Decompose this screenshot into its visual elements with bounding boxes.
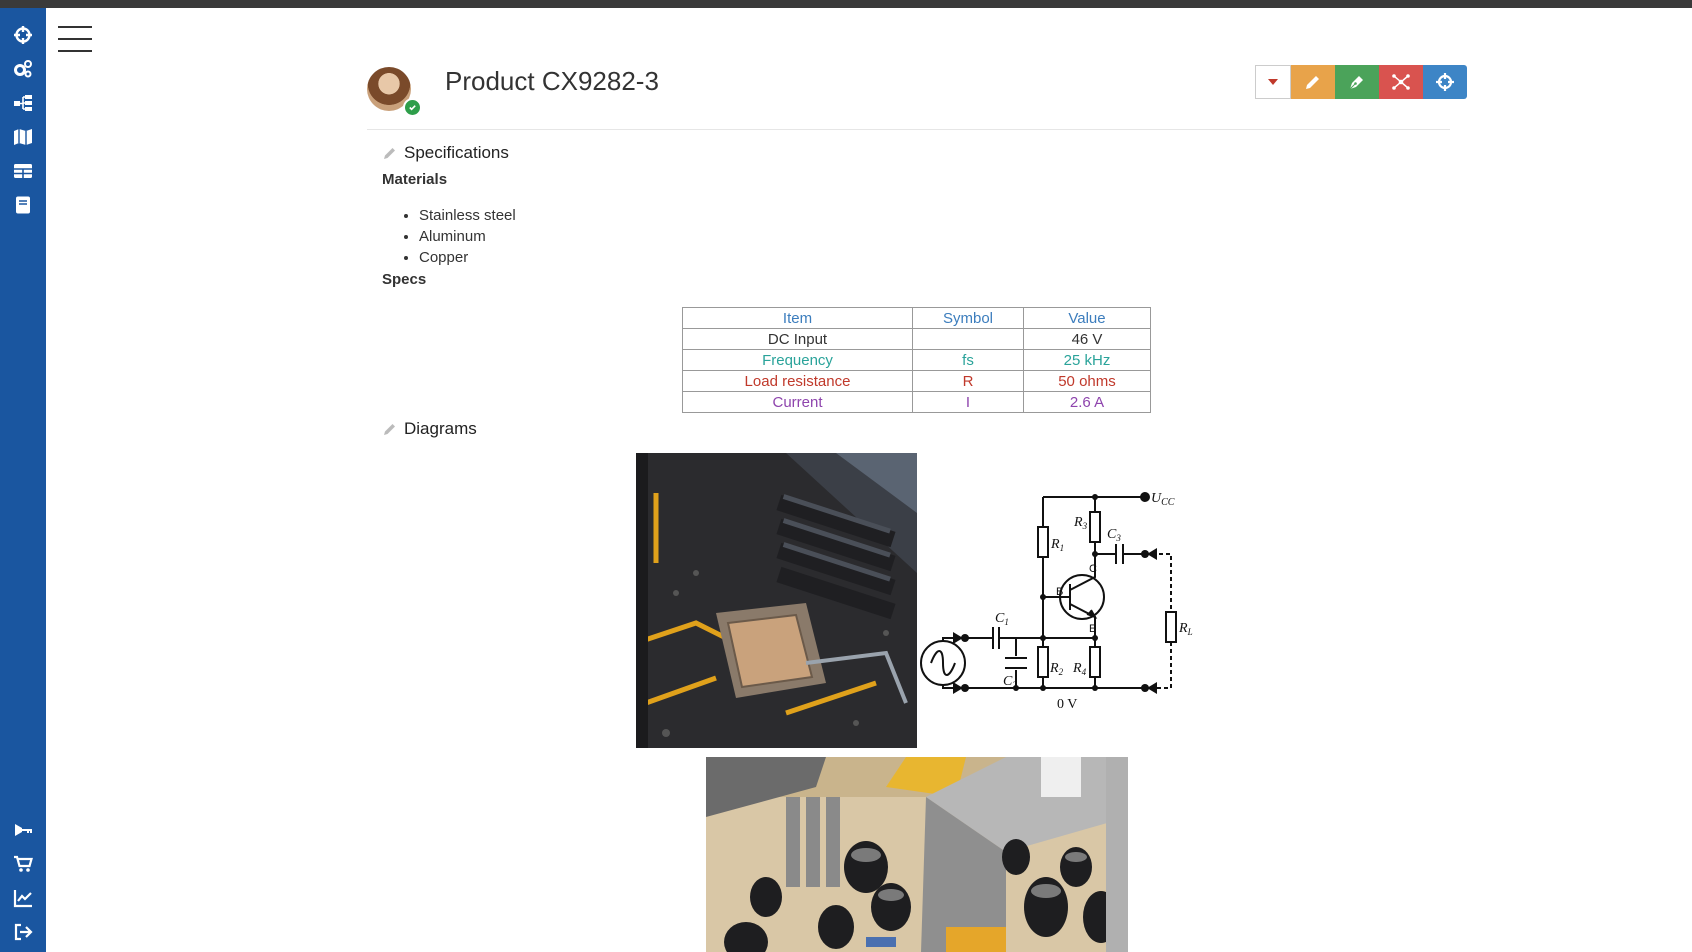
motherboard-photo <box>636 453 917 748</box>
specs-heading: Specs <box>382 271 427 288</box>
pencil-icon <box>1303 72 1323 92</box>
online-status-badge <box>403 98 422 117</box>
specs-table <box>682 307 1151 413</box>
caret-down-icon <box>1263 72 1283 92</box>
cart-icon[interactable] <box>0 849 46 879</box>
svg-text:R2: $R_2$ <box>1050 661 1064 677</box>
svg-text:C2: $C_2$ <box>1003 674 1017 690</box>
svg-text:E: E <box>1089 623 1097 635</box>
circuit-diagram <box>917 482 1207 718</box>
network-icon <box>1391 72 1411 92</box>
chart-line-icon[interactable] <box>0 883 46 913</box>
table-row <box>683 371 1151 392</box>
table-cell <box>913 329 1024 350</box>
svg-text:C1: $C_1$ <box>995 611 1009 627</box>
specifications-title: Specifications <box>404 143 509 162</box>
key-icon[interactable] <box>0 815 46 845</box>
book-icon[interactable] <box>0 190 46 220</box>
svg-text:C3: $C_3$ <box>1107 527 1121 543</box>
table-row <box>683 329 1151 350</box>
table-header-row <box>683 308 1151 329</box>
table-icon[interactable] <box>0 156 46 186</box>
crosshair-icon <box>1435 72 1455 92</box>
share-button[interactable] <box>1379 65 1423 99</box>
target-button[interactable] <box>1423 65 1467 99</box>
column-header: Value <box>1024 308 1151 329</box>
menu-toggle-button[interactable] <box>58 26 92 52</box>
table-row <box>683 350 1151 371</box>
column-header: Item <box>683 308 913 329</box>
list-item: • Copper <box>419 247 516 268</box>
pen-nib-icon <box>1347 72 1367 92</box>
table-cell: R <box>913 371 1024 392</box>
header-divider <box>367 129 1450 130</box>
sidebar <box>0 8 46 952</box>
svg-text:RL: $R_L$ <box>1179 621 1193 637</box>
pencil-icon[interactable] <box>382 145 398 161</box>
materials-list <box>399 205 516 268</box>
table-cell: Load resistance <box>683 371 913 392</box>
toolbar <box>1255 65 1467 99</box>
svg-text:B: B <box>1056 586 1064 598</box>
table-cell: 46 V <box>1024 329 1151 350</box>
svg-text:R3: $R_3$ <box>1074 515 1088 531</box>
table-cell: 50 ohms <box>1024 371 1151 392</box>
sign-button[interactable] <box>1335 65 1379 99</box>
pencil-icon[interactable] <box>382 421 398 437</box>
table-cell: fs <box>913 350 1024 371</box>
diagrams-title: Diagrams <box>404 419 477 438</box>
table-cell: 2.6 A <box>1024 392 1151 413</box>
list-item: • Aluminum <box>419 226 516 247</box>
materials-heading: Materials <box>382 171 448 188</box>
table-row <box>683 392 1151 413</box>
list-item: • Stainless steel <box>419 205 516 226</box>
specifications-heading <box>382 143 509 163</box>
svg-text:UCC: $U_{CC}$ <box>1151 491 1175 508</box>
column-header: Symbol <box>913 308 1024 329</box>
svg-text:0 V: 0 V <box>1057 697 1078 712</box>
edit-button[interactable] <box>1291 65 1335 99</box>
page-title: Product CX9282-3 <box>445 66 659 96</box>
table-cell: Frequency <box>683 350 913 371</box>
sign-out-icon[interactable] <box>0 917 46 947</box>
dropdown-button[interactable] <box>1255 65 1291 99</box>
table-cell: DC Input <box>683 329 913 350</box>
table-cell: I <box>913 392 1024 413</box>
crosshair-icon[interactable] <box>0 20 46 50</box>
svg-text:R4: $R_4$ <box>1073 661 1087 677</box>
table-cell: 25 kHz <box>1024 350 1151 371</box>
svg-text:C: C <box>1089 563 1097 575</box>
pcb-photo <box>706 757 1128 952</box>
table-cell: Current <box>683 392 913 413</box>
cogs-icon[interactable] <box>0 54 46 84</box>
sitemap-icon[interactable] <box>0 88 46 118</box>
svg-text:R1: $R_1$ <box>1051 537 1065 553</box>
top-bar <box>0 0 1692 8</box>
map-icon[interactable] <box>0 122 46 152</box>
diagrams-heading <box>382 419 477 439</box>
